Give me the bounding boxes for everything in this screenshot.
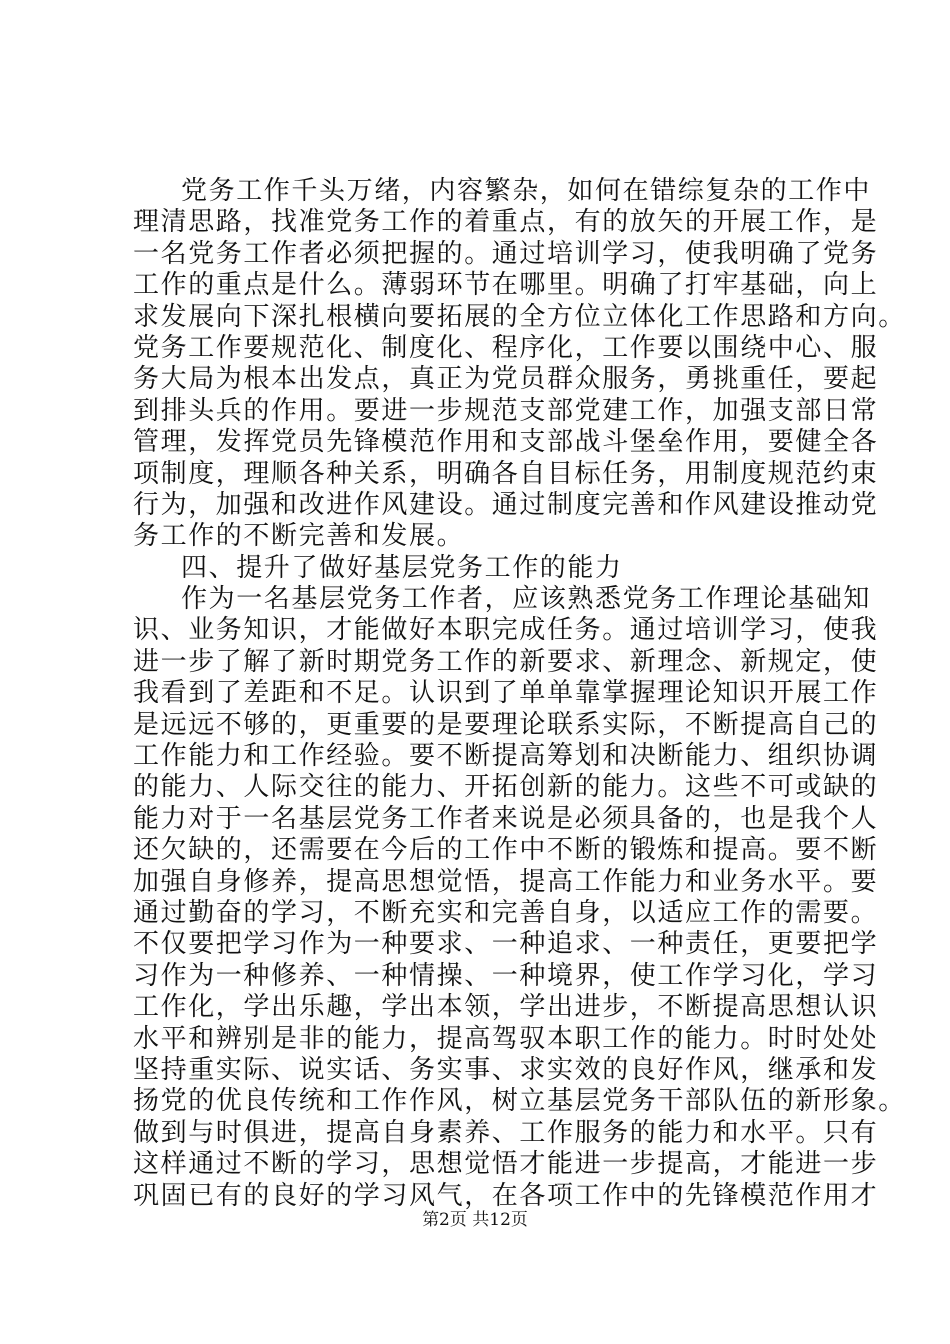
text-line: 还欠缺的，还需要在今后的工作中不断的锻炼和提高。要不断 [133,835,879,866]
text-line: 做到与时俱进，提高自身素养、工作服务的能力和水平。只有 [133,1117,879,1148]
text-line: 是远远不够的，更重要的是要理论联系实际，不断提高自己的 [133,709,879,740]
text-line: 加强自身修养，提高思想觉悟，提高工作能力和业务水平。要 [133,866,879,897]
text-line: 求发展向下深扎根横向要拓展的全方位立体化工作思路和方向。 [133,301,906,332]
section-heading [133,553,845,584]
text-line: 工作能力和工作经验。要不断提高筹划和决断能力、组织协调 [133,741,879,772]
text-line: 这样通过不断的学习，思想觉悟才能进一步提高，才能进一步 [133,1149,879,1180]
text-line: 进一步了解了新时期党务工作的新要求、新理念、新规定，使 [133,646,879,677]
paragraph-1 [133,176,906,553]
text-line: 作为一名基层党务工作者，应该熟悉党务工作理论基础知 [181,584,872,615]
text-line: 我看到了差距和不足。认识到了单单靠掌握理论知识开展工作 [133,678,879,709]
text-line: 理清思路，找准党务工作的着重点，有的放矢的开展工作，是 [133,207,879,238]
text-line: 能力对于一名基层党务工作者来说是必须具备的，也是我个人 [133,803,879,834]
text-line: 水平和辨别是非的能力，提高驾驭本职工作的能力。时时处处 [133,1023,879,1054]
text-line: 务工作的不断完善和发展。 [133,521,465,552]
text-line: 不仅要把学习作为一种要求、一种追求、一种责任，更要把学 [133,929,879,960]
section-heading-text: 四、提升了做好基层党务工作的能力 [181,552,623,583]
text-line: 的能力、人际交往的能力、开拓创新的能力。这些不可或缺的 [133,772,879,803]
text-line: 项制度，理顺各种关系，明确各自目标任务，用制度规范约束 [133,458,879,489]
text-line: 行为，加强和改进作风建设。通过制度完善和作风建设推动党 [133,489,879,520]
text-line: 务大局为根本出发点，真正为党员群众服务，勇挑重任，要起 [133,364,879,395]
text-line: 党务工作千头万绪，内容繁杂，如何在错综复杂的工作中 [181,176,872,206]
text-line: 管理，发挥党员先锋模范作用和支部战斗堡垒作用，要健全各 [133,427,879,458]
text-line: 识、业务知识，才能做好本职完成任务。通过培训学习，使我 [133,615,879,646]
text-line: 工作的重点是什么。薄弱环节在哪里。明确了打牢基础，向上 [133,270,879,301]
page-number: 第2页 共12页 [422,1210,528,1230]
text-line: 习作为一种修养、一种情操、一种境界，使工作学习化，学习 [133,960,879,991]
text-line: 工作化，学出乐趣，学出本领，学出进步，不断提高思想认识 [133,992,879,1023]
text-line: 通过勤奋的学习，不断充实和完善自身，以适应工作的需要。 [133,897,879,928]
page-footer [0,1209,950,1231]
document-body [133,176,906,1212]
text-line: 坚持重实际、说实话、务实事、求实效的良好作风，继承和发 [133,1054,879,1085]
paragraph-2 [133,584,906,1212]
text-line: 党务工作要规范化、制度化、程序化，工作要以围绕中心、服 [133,332,879,363]
text-line: 巩固已有的良好的学习风气，在各项工作中的先锋模范作用才 [133,1180,879,1211]
text-line: 扬党的优良传统和工作作风，树立基层党务干部队伍的新形象。 [133,1086,906,1117]
text-line: 一名党务工作者必须把握的。通过培训学习，使我明确了党务 [133,238,879,269]
text-line: 到排头兵的作用。要进一步规范支部党建工作，加强支部日常 [133,395,879,426]
